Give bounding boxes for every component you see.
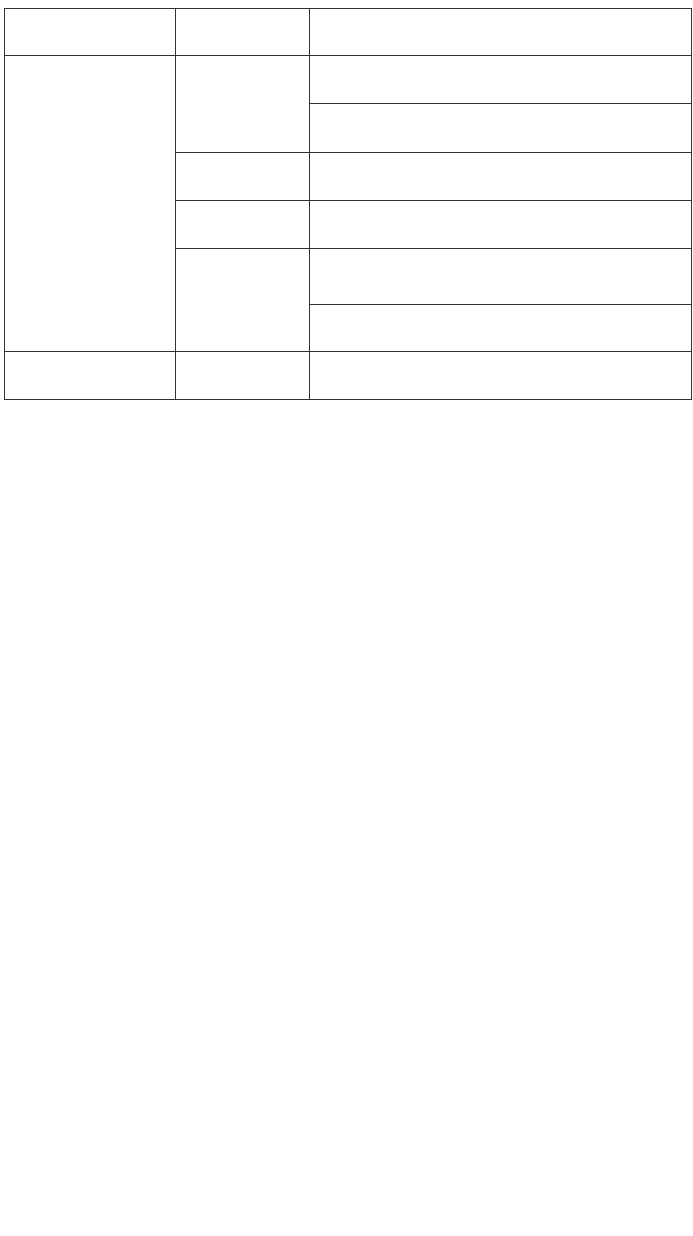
requirement-cell [310, 153, 692, 201]
header-sub [176, 9, 310, 56]
subject-cell [176, 352, 310, 400]
subject-cell [176, 153, 310, 201]
requirement-cell [310, 352, 692, 400]
table-row [5, 352, 692, 400]
header-row [5, 9, 692, 56]
requirement-cell [310, 56, 692, 104]
subject-cell [176, 249, 310, 352]
unit-cell [5, 56, 176, 352]
table-row [5, 56, 692, 104]
requirement-cell [310, 305, 692, 352]
unit-cell [5, 352, 176, 400]
header-unit [5, 9, 176, 56]
requirement-cell [310, 104, 692, 153]
requirement-cell [310, 249, 692, 305]
subject-cell [176, 56, 310, 153]
recruitment-table [4, 8, 692, 400]
header-req [310, 9, 692, 56]
requirement-cell [310, 201, 692, 249]
subject-cell [176, 201, 310, 249]
